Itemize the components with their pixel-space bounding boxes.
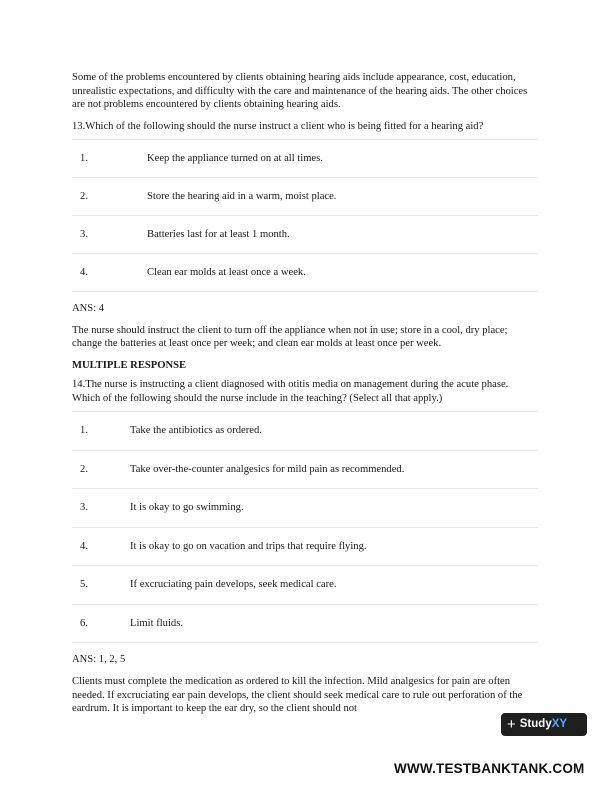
question-13-rationale: The nurse should instruct the client to turn off the appliance when not in use; store in a cool, dry place; change the batteries at least once per week; and clean ear molds at least once per week. bbox=[72, 324, 508, 350]
page-content bbox=[72, 71, 538, 724]
option-row bbox=[72, 451, 538, 490]
option-row bbox=[72, 412, 538, 451]
option-text: It is okay to go swimming. bbox=[130, 502, 244, 514]
section-heading: MULTIPLE RESPONSE bbox=[72, 359, 187, 371]
option-number: 3. bbox=[80, 228, 88, 240]
option-row bbox=[72, 216, 538, 254]
question-13-options bbox=[72, 139, 538, 292]
option-number: 5. bbox=[80, 579, 88, 591]
option-row bbox=[72, 140, 538, 178]
option-row bbox=[72, 254, 538, 292]
option-number: 4. bbox=[80, 540, 88, 552]
question-13-stem: 13.Which of the following should the nurse instruct a client who is being fitted for a hearing aid? bbox=[72, 120, 484, 132]
plus-icon: + bbox=[507, 716, 516, 733]
option-text: It is okay to go on vacation and trips that require flying. bbox=[130, 540, 367, 552]
option-text: Limit fluids. bbox=[130, 617, 183, 629]
option-number: 3. bbox=[80, 502, 88, 514]
option-text: Batteries last for at least 1 month. bbox=[147, 228, 290, 240]
option-row bbox=[72, 489, 538, 528]
option-number: 1. bbox=[80, 152, 88, 164]
question-13-answer: ANS: 4 bbox=[72, 303, 105, 315]
option-number: 6. bbox=[80, 617, 88, 629]
question-14-answer: ANS: 1, 2, 5 bbox=[72, 654, 126, 666]
option-row bbox=[72, 605, 538, 644]
option-text: Store the hearing aid in a warm, moist place. bbox=[147, 190, 337, 202]
option-number: 2. bbox=[80, 463, 88, 475]
intro-rationale: Some of the problems encountered by clients obtaining hearing aids include appearance, cost, education, unrealistic expectations, and difficulty with the care and maintenance of the hearing aids. The other choices are not problems encountered by clients obtaining hearing aids. bbox=[72, 72, 528, 111]
option-row bbox=[72, 178, 538, 216]
option-number: 4. bbox=[80, 266, 88, 278]
option-text: Keep the appliance turned on at all times. bbox=[147, 152, 323, 164]
option-text: Clean ear molds at least once a week. bbox=[147, 266, 306, 278]
option-text: Take over-the-counter analgesics for mild pain as recommended. bbox=[130, 463, 405, 475]
badge-brand-xy: XY bbox=[551, 718, 568, 731]
question-14-options bbox=[72, 411, 538, 643]
option-row bbox=[72, 528, 538, 567]
option-row bbox=[72, 566, 538, 605]
option-number: 1. bbox=[80, 425, 88, 437]
option-text: Take the antibiotics as ordered. bbox=[130, 425, 262, 437]
question-14-rationale: Clients must complete the medication as ordered to kill the infection. Mild analgesics for pain are often needed. If excruciating ear pain develops, the client should seek medical care to rule out perforation of the eardrum. It is important to keep the ear dry, so the client should not bbox=[72, 676, 523, 715]
question-14-stem: 14.The nurse is instructing a client diagnosed with otitis media on management during the acute phase. Which of the following should the nurse include in the teaching? (Select all that apply.) bbox=[72, 379, 509, 404]
footer-url[interactable]: WWW.TESTBANKTANK.COM bbox=[394, 761, 585, 776]
option-number: 2. bbox=[80, 190, 88, 202]
option-text: If excruciating pain develops, seek medical care. bbox=[130, 579, 337, 591]
badge-brand-study: Study bbox=[519, 718, 552, 731]
studyxy-badge[interactable] bbox=[501, 713, 587, 736]
